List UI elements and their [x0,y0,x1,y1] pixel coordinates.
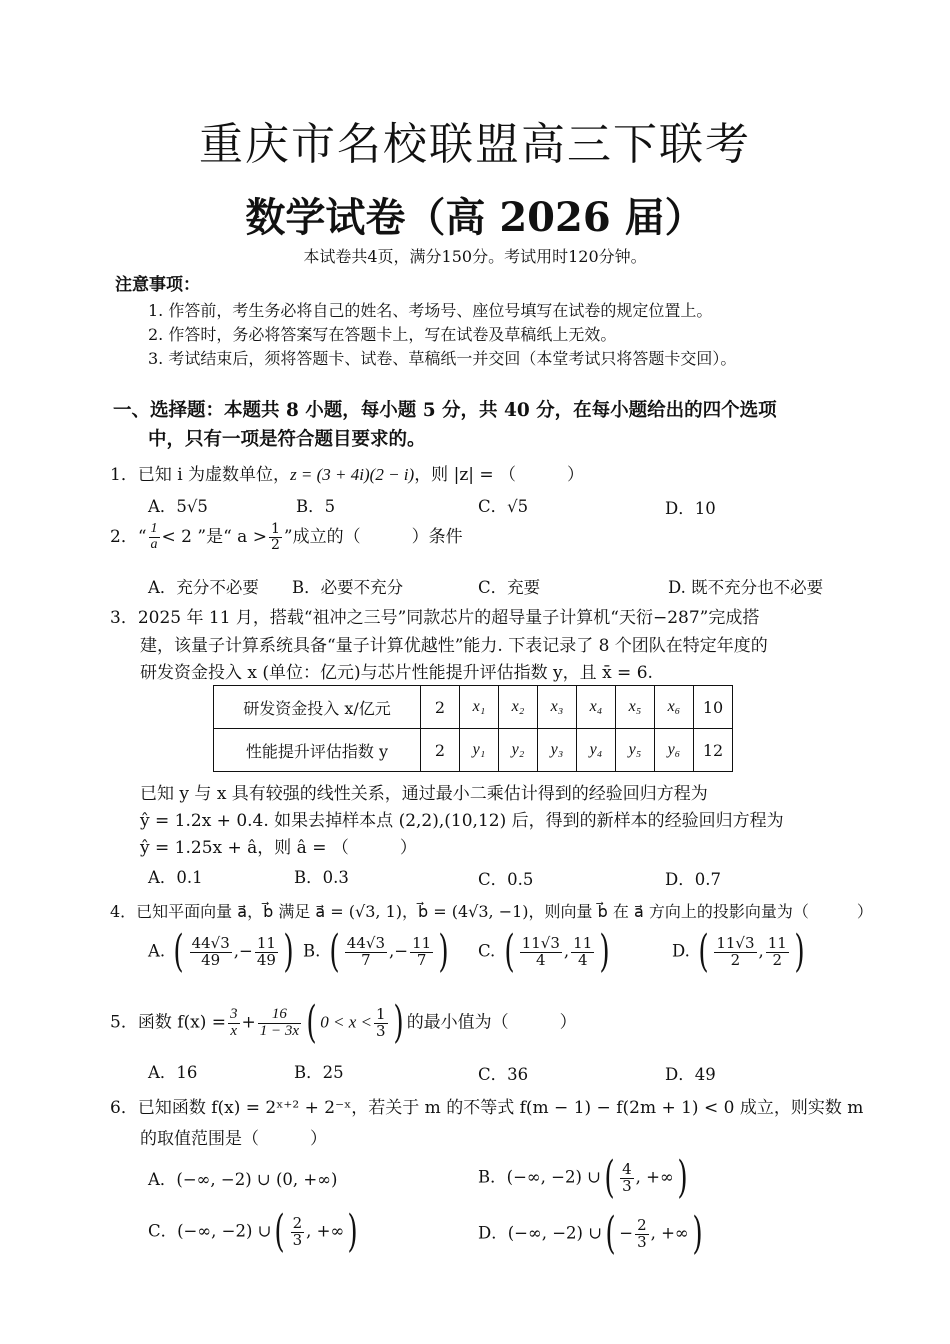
notes-heading: 注意事项： [115,275,200,295]
q6b-den: 3 [622,1176,632,1195]
table-cell: 12 [694,729,733,772]
q4-option-b[interactable]: B. ( $\frac{44√3}{7}$ ,− $\frac{11}{7}$ ) [303,926,449,977]
q5-frac-3-over-x [228,1007,240,1040]
question-2 [110,522,463,553]
table-cell: x₅ [616,686,655,729]
table-header-y: 性能提升评估指数 y [214,729,421,772]
table-cell: y₃ [538,729,577,772]
q3-option-b[interactable]: B．0.3 [294,868,349,887]
table-cell: x₁ [460,686,499,729]
q5-f1-num: 3 [230,1005,238,1022]
q5-option-c[interactable]: C．36 [478,1065,529,1084]
q2-text-mid: < 2 ”是“ a > [161,527,267,547]
q4c-num2: 11 [573,933,593,952]
q2-option-c[interactable]: C．充要 [478,578,541,597]
table-cell: 2 [421,686,460,729]
section-1-heading-cont: 中，只有一项是符合题目要求的。 [148,429,426,450]
q6d-suffix: , +∞ [650,1223,689,1243]
question-3-line-1: 3．2025 年 11 月，搭载“祖冲之三号”同款芯片的超导量子计算机“天衍−287”完成搭 [110,608,760,628]
q6d-num: 2 [637,1215,647,1234]
q2-frac2-den: 2 [270,537,280,553]
question-3-line-6: ŷ = 1.25x + â，则 â = （ ） [140,838,417,858]
table-cell: 2 [421,729,460,772]
note-item-1: 1. 作答前，考生务必将自己的姓名、考场号、座位号填写在试卷的规定位置上。 [148,301,713,320]
q5-option-b[interactable]: B．25 [294,1063,344,1082]
q4b-num2: 11 [412,933,432,952]
table-row [214,729,733,772]
q4a-den2: 49 [256,950,276,969]
q6c-prefix: C．(−∞, −2) ∪ [148,1221,272,1241]
q5-option-d[interactable]: D．49 [665,1065,716,1084]
q4-option-c[interactable]: C. ( $\frac{11√3}{4}$ , $\frac{11}{4}$ ) [478,926,611,977]
q4-option-a[interactable]: A. ( $\frac{44√3}{49}$ ,− $\frac{11}{49}$ ) [148,926,294,977]
q4d-den2: 2 [772,950,783,969]
question-3-line-4: 已知 y 与 x 具有较强的线性关系，通过最小二乘估计得到的经验回归方程为 [140,784,708,804]
q6d-sign: − [619,1223,634,1243]
q5-text-end: 的最小值为（ ） [406,1012,577,1033]
q6b-num: 4 [622,1159,632,1178]
question-1 [110,460,584,485]
question-4: 4．已知平面向量 a⃗，b⃗ 满足 a⃗ = (√3, 1)，b⃗ = (4√3, −1)，则向量 b⃗ 在 a⃗ 方向上的投影向量为（ ） [110,902,873,921]
q5-f2-den: 1 − 3x [259,1022,300,1039]
q4-option-a-label: A. [148,941,166,961]
q1-option-d[interactable]: D．10 [665,499,716,518]
q1-formula: z = (3 + 4i)(2 − i) [290,465,415,484]
question-6-line-1: 6．已知函数 f(x) = 2ˣ⁺² + 2⁻ˣ，若关于 m 的不等式 f(m − 1) − f(2m + 1) < 0 成立，则实数 m [110,1098,864,1118]
q5-f2-num: 16 [258,1007,301,1024]
q6-option-c[interactable]: C．(−∞, −2) ∪( $\frac{2}{3}$ , +∞) [148,1206,358,1257]
q1-option-c[interactable]: C．√5 [478,497,529,516]
question-3-line-5: ŷ = 1.2x + 0.4. 如果去掉样本点 (2,2),(10,12) 后，得到的新样本的经验回归方程为 [140,811,784,831]
q4c-num1: 11√3 [521,933,560,952]
q2-frac2-num: 1 [270,521,280,538]
q1-text-end: ，则 |z| = （ ） [414,465,585,485]
q2-fraction-1-over-a [149,522,160,552]
question-6-line-2: 的取值范围是（ ） [140,1129,327,1149]
note-item-2: 2. 作答时，务必将答案写在答题卡上，写在试卷及草稿纸上无效。 [148,325,617,344]
q4d-den1: 2 [730,950,741,969]
q6b-prefix: B．(−∞, −2) ∪ [478,1167,601,1187]
q6d-prefix: D．(−∞, −2) ∪ [478,1223,603,1243]
q3-data-table [213,685,733,772]
q5-frac-16 [258,1007,301,1040]
note-item-3: 3. 考试结束后，须将答题卡、试卷、草稿纸一并交回（本堂考试只将答题卡交回）。 [148,349,737,368]
q4a-num2: 11 [256,933,276,952]
table-cell: y₄ [577,729,616,772]
q5-option-a[interactable]: A．16 [148,1063,198,1082]
q1-option-a[interactable]: A．5√5 [148,497,208,516]
q2-option-b[interactable]: B．必要不充分 [292,578,404,597]
q5-text: 5．函数 f(x) = [110,1012,227,1033]
table-cell: y₆ [655,729,694,772]
q6b-suffix: , +∞ [635,1167,674,1187]
q4d-num1: 11√3 [716,933,755,952]
q2-text: 2．“ [110,527,147,547]
table-header-x: 研发资金投入 x/亿元 [214,686,421,729]
q4b-den2: 7 [416,950,427,969]
q4-option-d-label: D. [672,941,690,961]
exam-subject-title: 数学试卷（高 2026 届） [245,194,705,241]
q6-option-a[interactable]: A．(−∞, −2) ∪ (0, +∞) [148,1170,338,1189]
table-cell: y₅ [616,729,655,772]
q2-fraction-1-over-2 [269,522,282,552]
q1-option-b[interactable]: B．5 [296,497,336,516]
q4a-den1: 49 [201,950,221,969]
question-3-line-3: 研发资金投入 x (单位：亿元)与芯片性能提升评估指数 y，且 x̄ = 6. [140,663,653,683]
table-cell: x₆ [655,686,694,729]
q2-option-a[interactable]: A．充分不必要 [148,578,259,597]
q4b-den1: 7 [361,950,371,969]
table-cell: x₂ [499,686,538,729]
q5-frac-1-3 [374,1004,388,1040]
q6c-den: 3 [292,1230,303,1249]
q6-option-d[interactable]: D．(−∞, −2) ∪( − $\frac{2}{3}$ , +∞) [478,1208,703,1259]
q6d-den: 3 [637,1232,647,1251]
table-cell: y₁ [460,729,499,772]
q2-frac1-num: 1 [150,521,158,537]
table-cell: x₄ [577,686,616,729]
q3-option-d[interactable]: D．0.7 [665,870,721,889]
q4-option-c-label: C. [478,941,496,961]
question-3-line-2: 建，该量子计算系统具备“量子计算优越性”能力. 下表记录了 8 个团队在特定年度的 [140,636,768,656]
exam-info: 本试卷共4页，满分150分。考试用时120分钟。 [303,247,647,266]
q6-option-b[interactable]: B．(−∞, −2) ∪( $\frac{4}{3}$ , +∞) [478,1152,688,1203]
q2-option-d[interactable]: D. 既不充分也不必要 [668,578,824,597]
q4d-num2: 11 [767,933,787,952]
q4c-den2: 4 [577,950,588,969]
exam-header-title: 重庆市名校联盟高三下联考 [199,119,751,170]
q3-option-c[interactable]: C．0.5 [478,870,534,889]
table-row [214,686,733,729]
section-1-heading: 一、选择题：本题共 8 小题，每小题 5 分，共 40 分，在每小题给出的四个选项 [113,400,777,421]
q2-frac1-den: a [150,537,158,552]
q1-text: 1．已知 i 为虚数单位， [110,465,291,485]
q5-plus: + [241,1012,256,1033]
q5-f3-num: 1 [375,1004,386,1023]
q5-condition: 0 < x < [320,1012,372,1032]
q4-option-b-label: B. [303,941,321,961]
table-cell: x₃ [538,686,577,729]
q5-f3-den: 3 [375,1021,386,1040]
q4a-num1: 44√3 [191,933,230,952]
table-cell: 10 [694,686,733,729]
q6c-suffix: , +∞ [306,1221,345,1241]
table-cell: y₂ [499,729,538,772]
q3-option-a[interactable]: A．0.1 [148,868,203,887]
q6c-num: 2 [292,1213,303,1232]
question-5: 5．函数 f(x) = $\frac{3}{x}$ + $\frac{16}{1 - 3x}$ ( 0 < x < $\frac{1}{3}$ ) 的最小值为（ ） [110,997,577,1048]
q4c-den1: 4 [536,950,546,969]
q5-f1-den: x [230,1022,238,1039]
q4b-num1: 44√3 [346,933,385,952]
q2-text-end: ”成立的（ ）条件 [283,527,463,547]
q4-option-d[interactable]: D. ( $\frac{11√3}{2}$ , $\frac{11}{2}$ ) [672,926,805,977]
